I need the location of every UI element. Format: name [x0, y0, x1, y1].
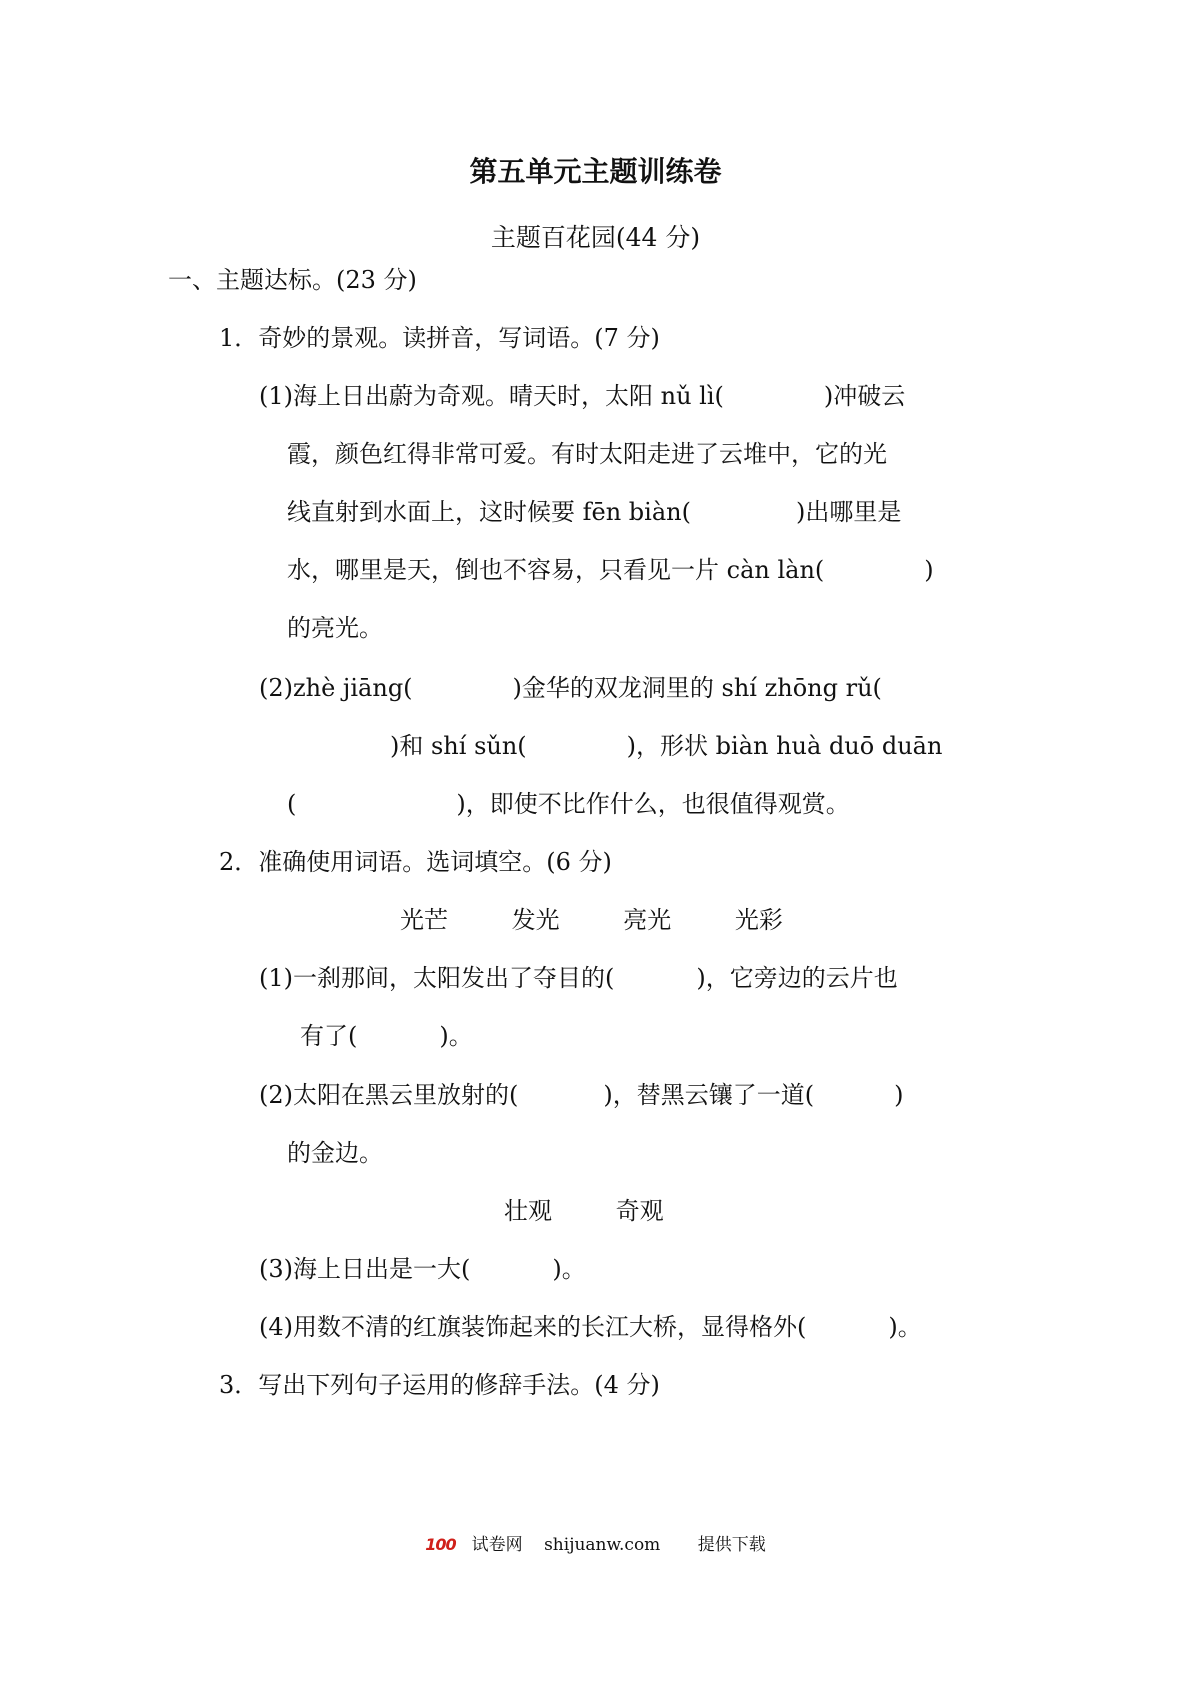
word-option: 奇观: [615, 1197, 664, 1225]
text-segment: (3)海上日出是一大(: [259, 1255, 471, 1283]
section-heading: 一、主题达标。(23 分): [168, 266, 417, 294]
word-option: 亮光: [623, 906, 672, 934]
q1-p1-line5: 的亮光。: [287, 614, 383, 642]
site-logo: 100: [425, 1535, 456, 1554]
question-1-heading: 1．奇妙的景观。读拼音，写词语。(7 分): [219, 324, 660, 352]
text-segment: )，形状 biàn huà duō duān: [626, 732, 943, 760]
page-title: 第五单元主题训练卷: [469, 155, 722, 188]
text-segment: )。: [888, 1313, 922, 1341]
question-3-heading: 3．写出下列句子运用的修辞手法。(4 分): [219, 1371, 660, 1399]
page-footer: [0, 1529, 1191, 1561]
text-segment: )冲破云: [823, 382, 906, 410]
q1-p1-line3: [287, 496, 901, 528]
text-segment: )。: [439, 1022, 473, 1050]
word-bank-2: [476, 1195, 692, 1227]
text-segment: (2)太阳在黑云里放射的(: [259, 1081, 519, 1109]
site-name: 试卷网: [471, 1535, 523, 1555]
text-segment: )。: [552, 1255, 586, 1283]
q1-p2-line2: [390, 730, 942, 762]
q2-p3: [259, 1253, 586, 1285]
text-segment: 水，哪里是天，倒也不容易，只看见一片 càn làn(: [287, 556, 825, 584]
text-segment: )，替黑云镶了一道(: [603, 1081, 815, 1109]
word-option: 发光: [511, 906, 560, 934]
q1-p1-line1: [259, 380, 905, 412]
text-segment: )，它旁边的云片也: [696, 964, 898, 992]
word-option: 光芒: [400, 906, 448, 934]
word-option: 壮观: [504, 1197, 552, 1225]
site-url[interactable]: shijuanw.com: [544, 1535, 661, 1555]
word-bank-1: [372, 904, 811, 936]
text-segment: (2)zhè jiāng(: [259, 674, 413, 702]
q2-p1-line1: [259, 962, 898, 994]
q2-p2-line2: 的金边。: [287, 1139, 383, 1167]
q1-p2-line3: [287, 788, 850, 820]
question-2-heading: 2．准确使用词语。选词填空。(6 分): [219, 848, 612, 876]
text-segment: )出哪里是: [795, 498, 902, 526]
q2-p2-line1: [259, 1079, 903, 1111]
text-segment: (: [287, 790, 297, 818]
q1-p1-line2: 霞，颜色红得非常可爱。有时太阳走进了云堆中，它的光: [287, 440, 887, 468]
download-note: 提供下载: [697, 1535, 766, 1555]
q2-p4: [259, 1311, 922, 1343]
text-segment: 线直射到水面上，这时候要 fēn biàn(: [287, 498, 691, 526]
text-segment: (4)用数不清的红旗装饰起来的长江大桥，显得格外(: [259, 1313, 807, 1341]
text-segment: )金华的双龙洞里的 shí zhōng rǔ(: [512, 674, 882, 702]
text-segment: 有了(: [300, 1022, 358, 1050]
text-segment: )，即使不比作什么，也很值得观赏。: [456, 790, 850, 818]
text-segment: (1)海上日出蔚为奇观。晴天时，太阳 nǔ lì(: [259, 382, 724, 410]
text-segment: )和 shí sǔn(: [390, 732, 527, 760]
q1-p2-line1: [259, 672, 882, 704]
q1-p1-line4: [287, 554, 934, 586]
word-option: 光彩: [734, 906, 783, 934]
text-segment: ): [924, 556, 934, 584]
text-segment: (1)一刹那间，太阳发出了夺目的(: [259, 964, 615, 992]
text-segment: ): [894, 1081, 904, 1109]
q2-p1-line2: [300, 1020, 473, 1052]
page-subtitle: 主题百花园(44 分): [490, 223, 701, 252]
